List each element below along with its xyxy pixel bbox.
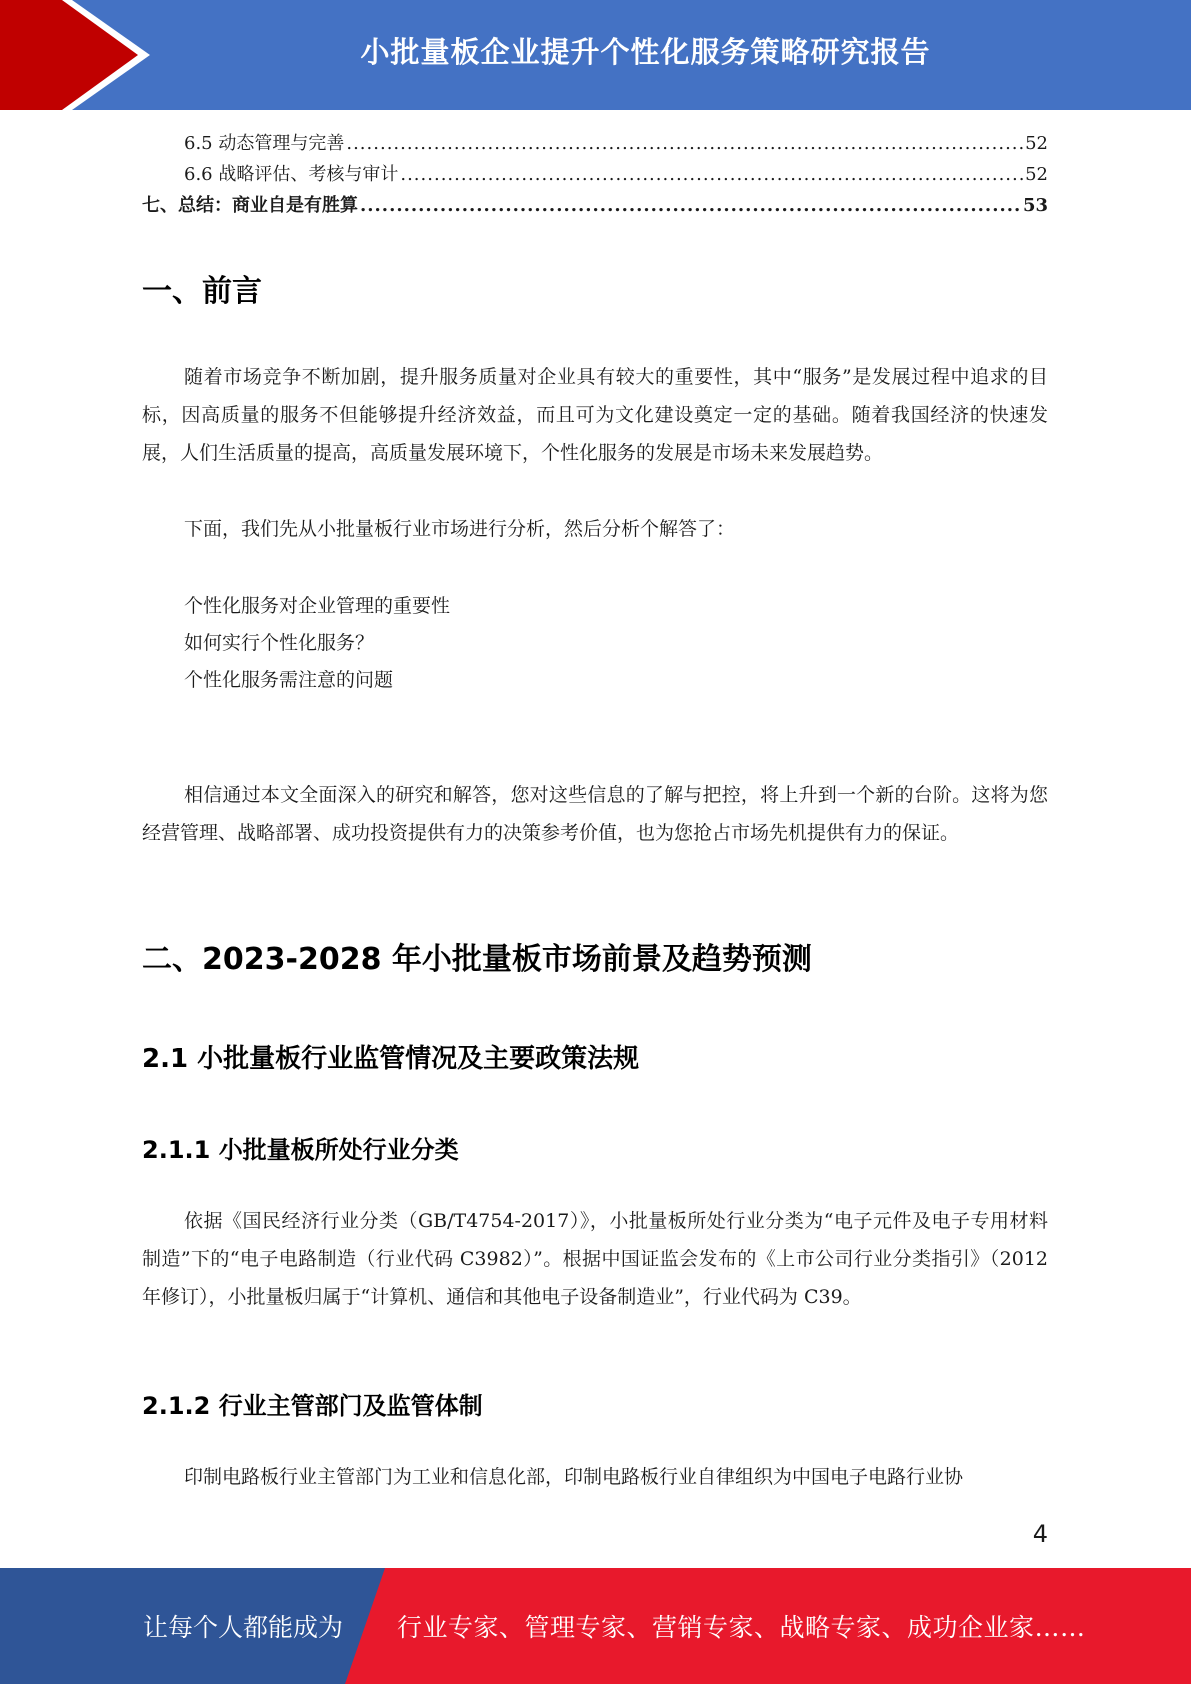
toc-entry-page: 52 — [1025, 133, 1048, 154]
list-item: 个性化服务需注意的问题 — [184, 669, 394, 691]
subsubsection-heading: 2.1.2 行业主管部门及监管体制 — [142, 1392, 483, 1420]
page-header — [0, 0, 1191, 110]
toc-leader-dots — [360, 190, 1021, 221]
paragraph: 相信通过本文全面深入的研究和解答，您对这些信息的了解与把控，将上升到一个新的台阶。这将为您经营管理、战略部署、成功投资提供有力的决策参考价值，也为您抢占市场先机提供有力的保证。 — [142, 784, 1048, 844]
paragraph: 依据《国民经济行业分类（GB/T4754-2017）》，小批量板所处行业分类为“电子元件及电子专用材料制造”下的“电子电路制造（行业代码 C3982）”。根据中国证监会发布的《上市公司行业分类指引》（2012 年修订），小批量板归属于“计算机、通信和其他电子设备制造业”，行业代码为 C39。 — [142, 1210, 1048, 1308]
subsection-heading: 2.1 小批量板行业监管情况及主要政策法规 — [142, 1044, 640, 1074]
toc-entry-label: 6.6 战略评估、考核与审计 — [184, 164, 399, 185]
footer-slogan-right: 行业专家、管理专家、营销专家、战略专家、成功企业家…… — [397, 1613, 1086, 1642]
paragraph: 下面，我们先从小批量板行业市场进行分析，然后分析个解答了： — [184, 518, 736, 540]
list-item: 如何实行个性化服务？ — [184, 632, 375, 654]
page-footer — [0, 1568, 1191, 1684]
section-heading-preface: 一、前言 — [142, 274, 262, 309]
paragraph: 印制电路板行业主管部门为工业和信息化部，印制电路板行业自律组织为中国电子电路行业协 — [184, 1466, 964, 1488]
toc-leader-dots — [346, 128, 1023, 159]
toc-leader-dots — [400, 159, 1023, 190]
list-item: 个性化服务对企业管理的重要性 — [184, 595, 451, 617]
subsubsection-heading: 2.1.1 小批量板所处行业分类 — [142, 1136, 459, 1164]
toc-entry-label: 七、总结：商业自是有胜算 — [142, 195, 358, 216]
header-arrow-decoration — [0, 0, 160, 110]
toc-entry[interactable] — [142, 159, 1048, 190]
paragraph: 随着市场竞争不断加剧，提升服务质量对企业具有较大的重要性，其中“服务”是发展过程中追求的目标，因高质量的服务不但能够提升经济效益，而且可为文化建设奠定一定的基础。随着我国经济的快速发展，人们生活质量的提高，高质量发展环境下，个性化服务的发展是市场未来发展趋势。 — [142, 366, 1048, 464]
page-number: 4 — [1032, 1520, 1048, 1548]
toc — [142, 128, 1048, 221]
toc-entry-page: 53 — [1022, 195, 1048, 216]
toc-entry[interactable] — [142, 190, 1048, 221]
toc-entry-label: 6.5 动态管理与完善 — [184, 133, 345, 154]
footer-slogan-left: 让每个人都能成为 — [143, 1613, 344, 1642]
header-title: 小批量板企业提升个性化服务策略研究报告 — [360, 34, 931, 69]
toc-entry-page: 52 — [1025, 164, 1048, 185]
toc-entry[interactable] — [142, 128, 1048, 159]
document-body — [142, 128, 1048, 1488]
section-heading-market-forecast: 二、2023-2028 年小批量板市场前景及趋势预测 — [142, 942, 812, 977]
